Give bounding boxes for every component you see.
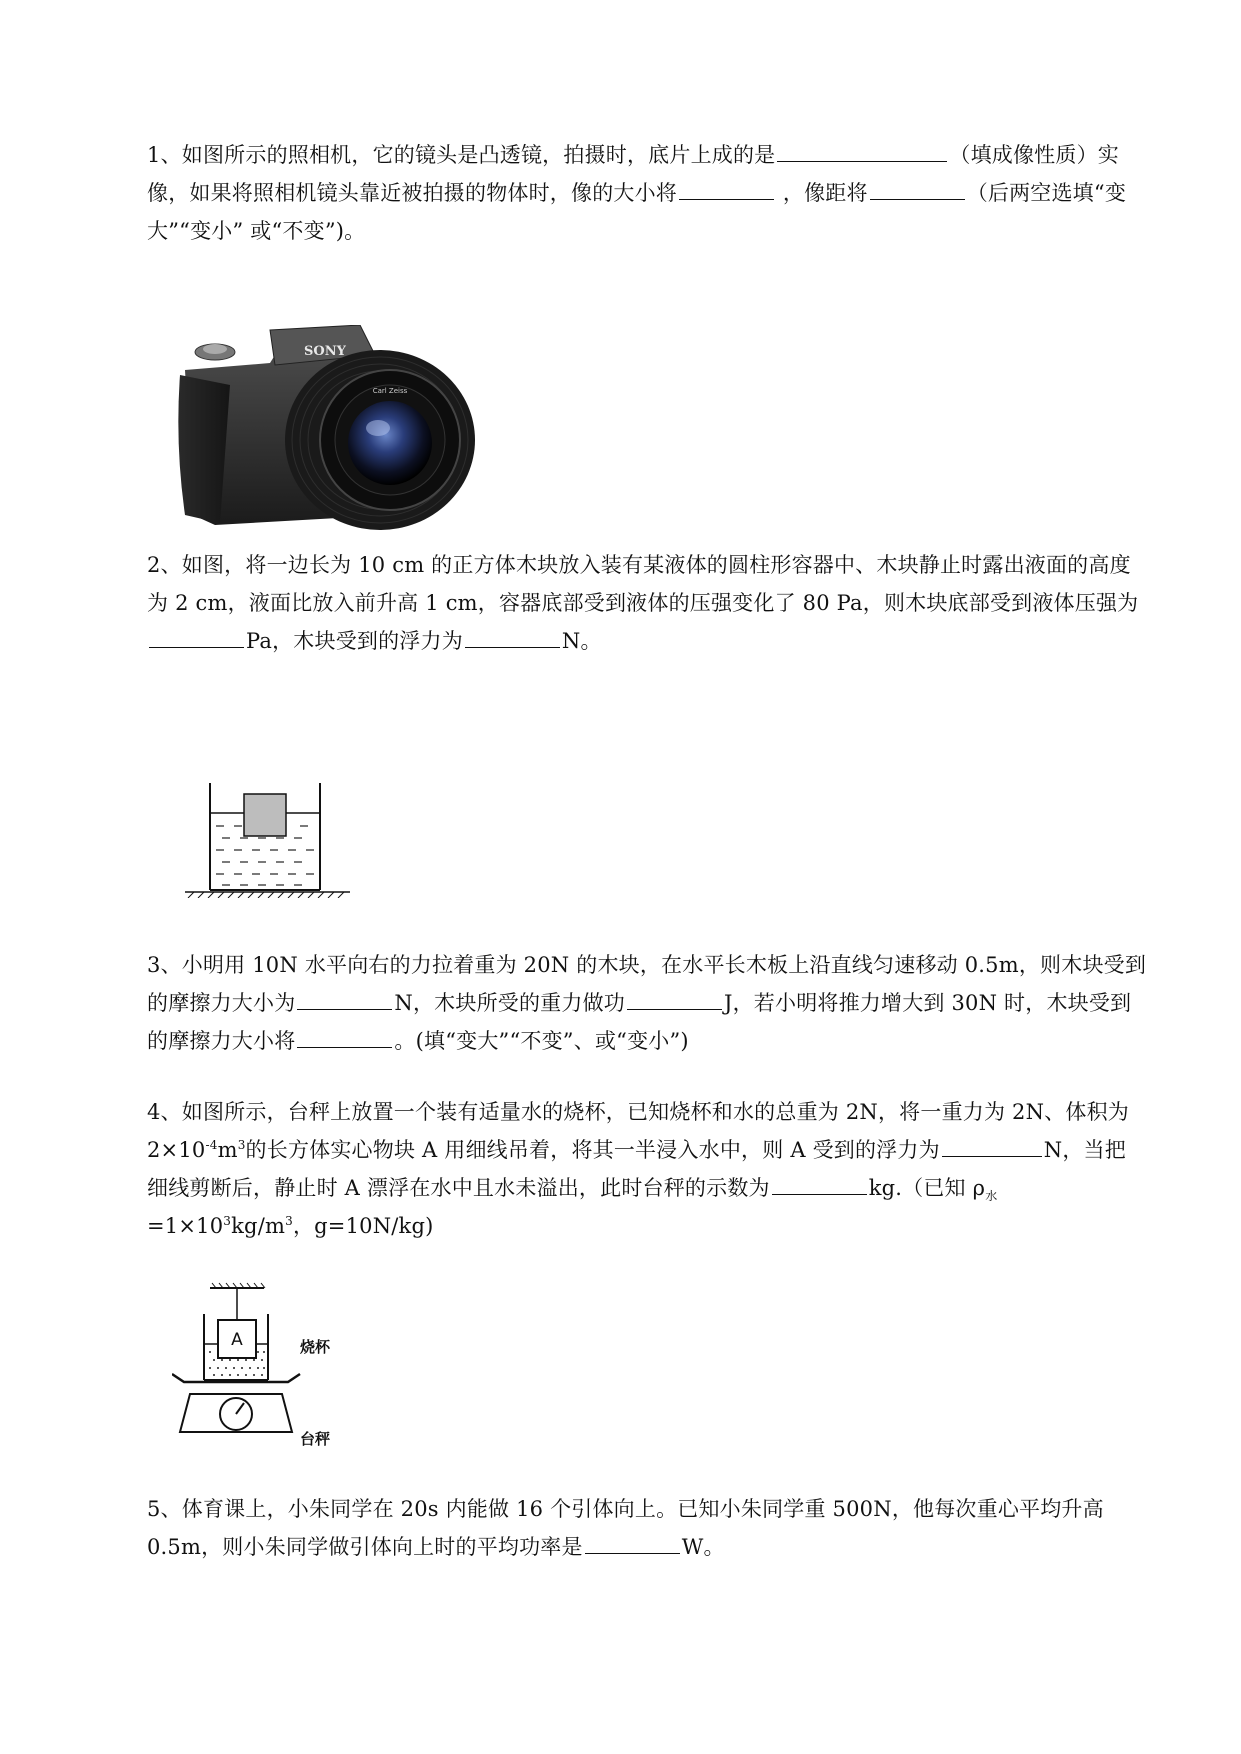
question-text: 体育课上，小朱同学在 20s 内能做 16 个引体向上。已知小朱同学重 500N，他每次重心平均升高 0.5m，则小朱同学做引体向上时的平均功率是 <box>147 1497 1104 1559</box>
question-text: 。(填“变大”“不变”、或“变小”) <box>394 1029 689 1053</box>
question-text: 如图所示的照相机，它的镜头是凸透镜，拍摄时，底片上成的是 <box>181 143 776 167</box>
question-text: （填成像性质）实像，如果将照相机镜头靠近被拍摄的物体时，像的大小将 <box>147 143 1119 205</box>
container-figure <box>180 778 360 898</box>
camera-figure <box>175 325 505 555</box>
beaker-scale-figure <box>172 1282 352 1452</box>
exponent: 3 <box>237 1138 246 1152</box>
question-5 <box>147 1490 1147 1566</box>
answer-blank[interactable] <box>149 625 244 648</box>
answer-blank[interactable] <box>297 1025 392 1048</box>
question-1 <box>147 136 1147 250</box>
question-text: N。 <box>561 629 602 653</box>
question-number: 1、 <box>147 143 182 167</box>
question-text: N，木块所受的重力做功 <box>394 991 625 1015</box>
question-text: Pa，木块受到的浮力为 <box>246 629 463 653</box>
beaker-label: 烧杯 <box>300 1338 331 1356</box>
answer-blank[interactable] <box>627 987 722 1010</box>
question-text: ，g=10N/kg) <box>292 1214 434 1238</box>
exponent: 3 <box>223 1214 232 1228</box>
question-number: 5、 <box>147 1497 182 1521</box>
question-text: kg.（已知 ρ <box>868 1176 986 1200</box>
answer-blank[interactable] <box>942 1134 1042 1157</box>
question-text: J，若小明将推力增大到 30N 时，木块受到的摩擦力大小将 <box>147 991 1132 1053</box>
brand-label: SONY <box>304 344 346 359</box>
question-text: N，当把细线剪断后，静止时 A 漂浮在水中且水未溢出，此时台秤的示数为 <box>147 1138 1126 1200</box>
question-text: （后两空选填“变大”“变小” 或“不变”)。 <box>147 181 1127 243</box>
answer-blank[interactable] <box>772 1172 867 1195</box>
answer-blank[interactable] <box>465 625 560 648</box>
question-number: 4、 <box>147 1100 182 1124</box>
answer-blank[interactable] <box>777 139 947 162</box>
question-text: ，像距将 <box>776 181 868 205</box>
scale-pan <box>172 1374 300 1382</box>
block-a-label: A <box>231 1330 243 1350</box>
answer-blank[interactable] <box>585 1531 680 1554</box>
question-text: =1×10 <box>147 1214 224 1238</box>
question-number: 3、 <box>147 953 182 977</box>
scale-label: 台秤 <box>300 1430 331 1448</box>
question-text: 如图所示，台秤上放置一个装有适量水的烧杯，已知烧杯和水的总重为 2N，将一重力为 2N、体积为 2×10 <box>147 1100 1129 1162</box>
lens <box>348 401 432 485</box>
exponent: -4 <box>205 1138 218 1152</box>
question-3 <box>147 946 1147 1060</box>
question-text: 如图，将一边长为 10 cm 的正方体木块放入装有某液体的圆柱形容器中、木块静止时露出液面的高度为 2 cm，液面比放入前升高 1 cm，容器底部受到液体的压强变化了 80 Pa，则木块底部受到液体压强为 <box>147 553 1139 615</box>
question-text: W。 <box>681 1535 725 1559</box>
lens-label: Carl Zeiss <box>372 387 408 395</box>
question-4 <box>147 1093 1147 1245</box>
question-text: 小明用 10N 水平向右的力拉着重为 20N 的木块，在水平长木板上沿直线匀速移动 0.5m，则木块受到的摩擦力大小为 <box>147 953 1147 1015</box>
subscript: 水 <box>985 1189 998 1204</box>
answer-blank[interactable] <box>679 177 774 200</box>
question-text: 的长方体实心物块 A 用细线吊着，将其一半浸入水中，则 A 受到的浮力为 <box>245 1138 940 1162</box>
question-text: m <box>217 1138 238 1162</box>
answer-blank[interactable] <box>870 177 965 200</box>
wood-block <box>244 794 286 836</box>
question-text: kg/m <box>231 1214 286 1238</box>
question-number: 2、 <box>147 553 182 577</box>
question-2 <box>147 546 1147 660</box>
exponent: 3 <box>285 1214 293 1228</box>
answer-blank[interactable] <box>297 987 392 1010</box>
